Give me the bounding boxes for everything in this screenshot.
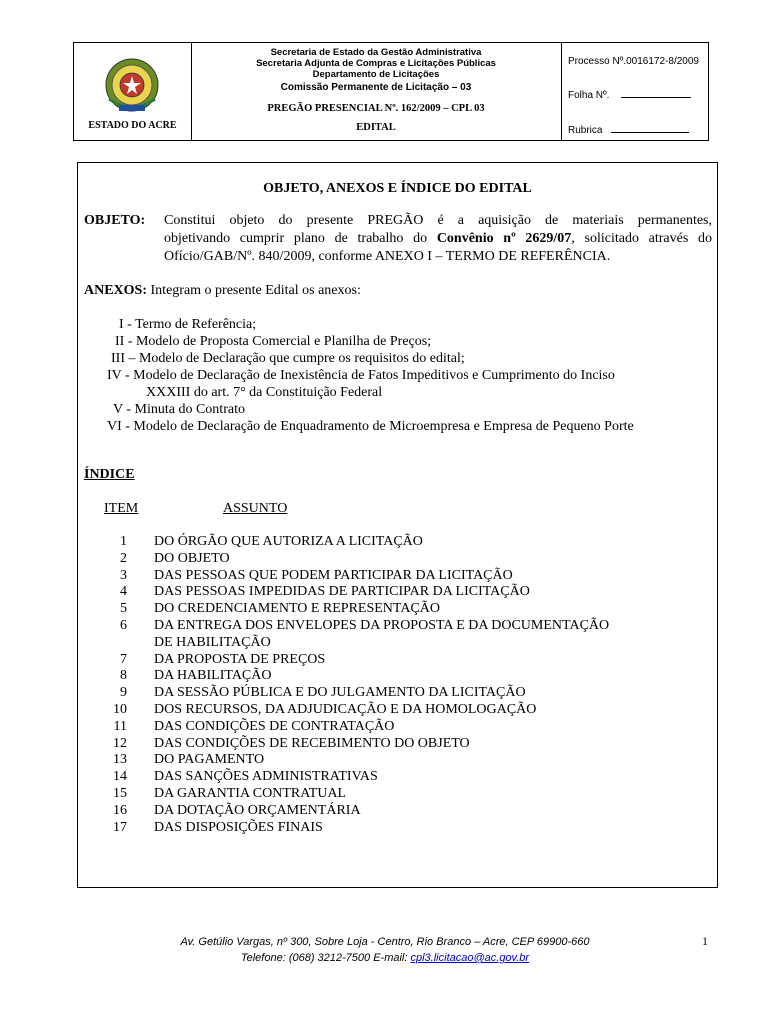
header-logo-cell — [74, 43, 192, 140]
index-item-number: 3 — [120, 567, 127, 583]
anexo-item: II - Modelo de Proposta Comercial e Planilha de Preços; — [115, 334, 432, 349]
index-item-number: 1 — [120, 534, 127, 549]
index-item-title: DAS DISPOSIÇÕES FINAIS — [154, 819, 323, 835]
header-pregao: PREGÃO PRESENCIAL Nº. 162/2009 – CPL 03 — [267, 103, 485, 114]
header-title-cell — [191, 43, 561, 140]
index-item-number: 5 — [120, 601, 127, 617]
anexo-item: I - Termo de Referência; — [119, 317, 257, 332]
convenio-number: Convênio nº 2629/07 — [436, 231, 572, 246]
header-process-cell — [561, 43, 709, 140]
index-item-number: 13 — [113, 752, 127, 768]
processo-number: Processo Nº.0016172-8/2009 — [568, 56, 699, 67]
index-item-title: DA SESSÃO PÚBLICA E DO JULGAMENTO DA LICITAÇÃO — [154, 685, 526, 701]
indice-heading: ÍNDICE — [84, 467, 135, 482]
anexos-intro — [84, 283, 361, 299]
index-item-number: 15 — [113, 786, 127, 801]
rubrica-blank — [611, 123, 689, 133]
folha-blank — [621, 88, 691, 98]
rubrica-label: Rubrica — [568, 125, 603, 136]
index-item-number: 11 — [113, 718, 127, 734]
col-header-item: ITEM — [104, 501, 139, 516]
col-header-assunto: ASSUNTO — [223, 501, 288, 516]
index-item-number: 9 — [120, 685, 127, 701]
rubrica-field — [568, 123, 689, 136]
anexo-item: XXXIII do art. 7° da Constituição Federal — [146, 385, 383, 400]
header-secretaria: Secretaria de Estado da Gestão Administrativa — [270, 47, 482, 58]
index-item-title: DAS SANÇÕES ADMINISTRATIVAS — [154, 769, 378, 785]
index-item-title: DO ÓRGÃO QUE AUTORIZA A LICITAÇÃO — [154, 534, 423, 549]
objeto-line-3: Ofício/GAB/Nº. 840/2009, conforme ANEXO I – TERMO DE REFERÊNCIA. — [164, 249, 611, 264]
anexo-item: III – Modelo de Declaração que cumpre os requisitos do edital; — [111, 351, 465, 366]
header-comissao: Comissão Permanente de Licitação – 03 — [280, 82, 472, 93]
index-item-title: DAS PESSOAS QUE PODEM PARTICIPAR DA LICITAÇÃO — [154, 567, 513, 583]
index-item-number: 16 — [113, 802, 127, 818]
index-item-number: 14 — [113, 769, 127, 785]
index-item-number: 4 — [120, 584, 127, 600]
folha-field — [568, 88, 691, 101]
index-item-number: 10 — [113, 702, 127, 717]
footer-phone: Telefone: (068) 3212-7500 E-mail: — [240, 952, 411, 964]
page-title: OBJETO, ANEXOS E ÍNDICE DO EDITAL — [263, 181, 532, 196]
objeto-line-1: Constitui objeto do presente PREGÃO é a aquisição de materiais permanentes, — [164, 213, 712, 228]
anexos-label: ANEXOS: — [84, 283, 148, 298]
anexo-item: V - Minuta do Contrato — [113, 402, 245, 417]
anexos-text: Integram o presente Edital os anexos: — [150, 283, 361, 298]
objeto-line-2 — [164, 231, 712, 247]
index-item-title: DA DOTAÇÃO ORÇAMENTÁRIA — [154, 802, 361, 818]
index-item-title: DA PROPOSTA DE PREÇOS — [154, 651, 326, 667]
index-item-number: 6 — [120, 618, 127, 633]
index-item-number: 12 — [113, 735, 127, 751]
index-item-number: 8 — [120, 668, 127, 684]
anexo-item: IV - Modelo de Declaração de Inexistência de Fatos Impeditivos e Cumprimento do Inciso — [107, 368, 615, 383]
anexo-item: VI - Modelo de Declaração de Enquadramento de Microempresa e Empresa de Pequeno Porte — [107, 419, 634, 434]
edital-content-box — [77, 162, 718, 888]
index-item-title: DOS RECURSOS, DA ADJUDICAÇÃO E DA HOMOLOGAÇÃO — [154, 702, 537, 717]
footer-contact — [0, 952, 770, 964]
index-item-title: DAS CONDIÇÕES DE CONTRATAÇÃO — [154, 718, 395, 734]
index-item-title: DO PAGAMENTO — [154, 752, 265, 768]
email-link[interactable]: cpl3.licitacao@ac.gov.br — [410, 952, 530, 964]
objeto-text-c: , solicitado através do — [571, 231, 712, 246]
header-departamento: Departamento de Licitações — [312, 69, 440, 80]
header-edital: EDITAL — [356, 122, 396, 133]
index-item-title: DA GARANTIA CONTRATUAL — [154, 786, 347, 801]
state-label: ESTADO DO ACRE — [88, 120, 177, 131]
index-item-title: DAS PESSOAS IMPEDIDAS DE PARTICIPAR DA LICITAÇÃO — [154, 584, 530, 600]
index-item-title: DA ENTREGA DOS ENVELOPES DA PROPOSTA E DA DOCUMENTAÇÃO — [154, 618, 610, 633]
index-item-number: 2 — [120, 550, 127, 566]
index-item-title: DO CREDENCIAMENTO E REPRESENTAÇÃO — [154, 601, 441, 617]
index-item-title: DE HABILITAÇÃO — [154, 634, 271, 650]
objeto-text-a: objetivando cumprir plano de trabalho do — [164, 231, 437, 246]
state-coat-of-arms-icon — [101, 55, 163, 117]
document-header — [73, 42, 709, 141]
index-item-title: DO OBJETO — [154, 550, 230, 566]
footer-address: Av. Getúlio Vargas, nº 300, Sobre Loja - Centro, Rio Branco – Acre, CEP 69900-660 — [180, 936, 590, 948]
header-secretaria-adjunta: Secretaria Adjunta de Compras e Licitações Públicas — [256, 58, 496, 69]
index-item-title: DAS CONDIÇÕES DE RECEBIMENTO DO OBJETO — [154, 735, 470, 751]
folha-label: Folha Nº. — [568, 90, 610, 101]
index-item-title: DA HABILITAÇÃO — [154, 668, 272, 684]
objeto-label: OBJETO: — [84, 213, 146, 228]
page-number: 1 — [702, 934, 708, 948]
index-item-number: 7 — [120, 651, 127, 667]
index-item-number: 17 — [113, 819, 127, 835]
